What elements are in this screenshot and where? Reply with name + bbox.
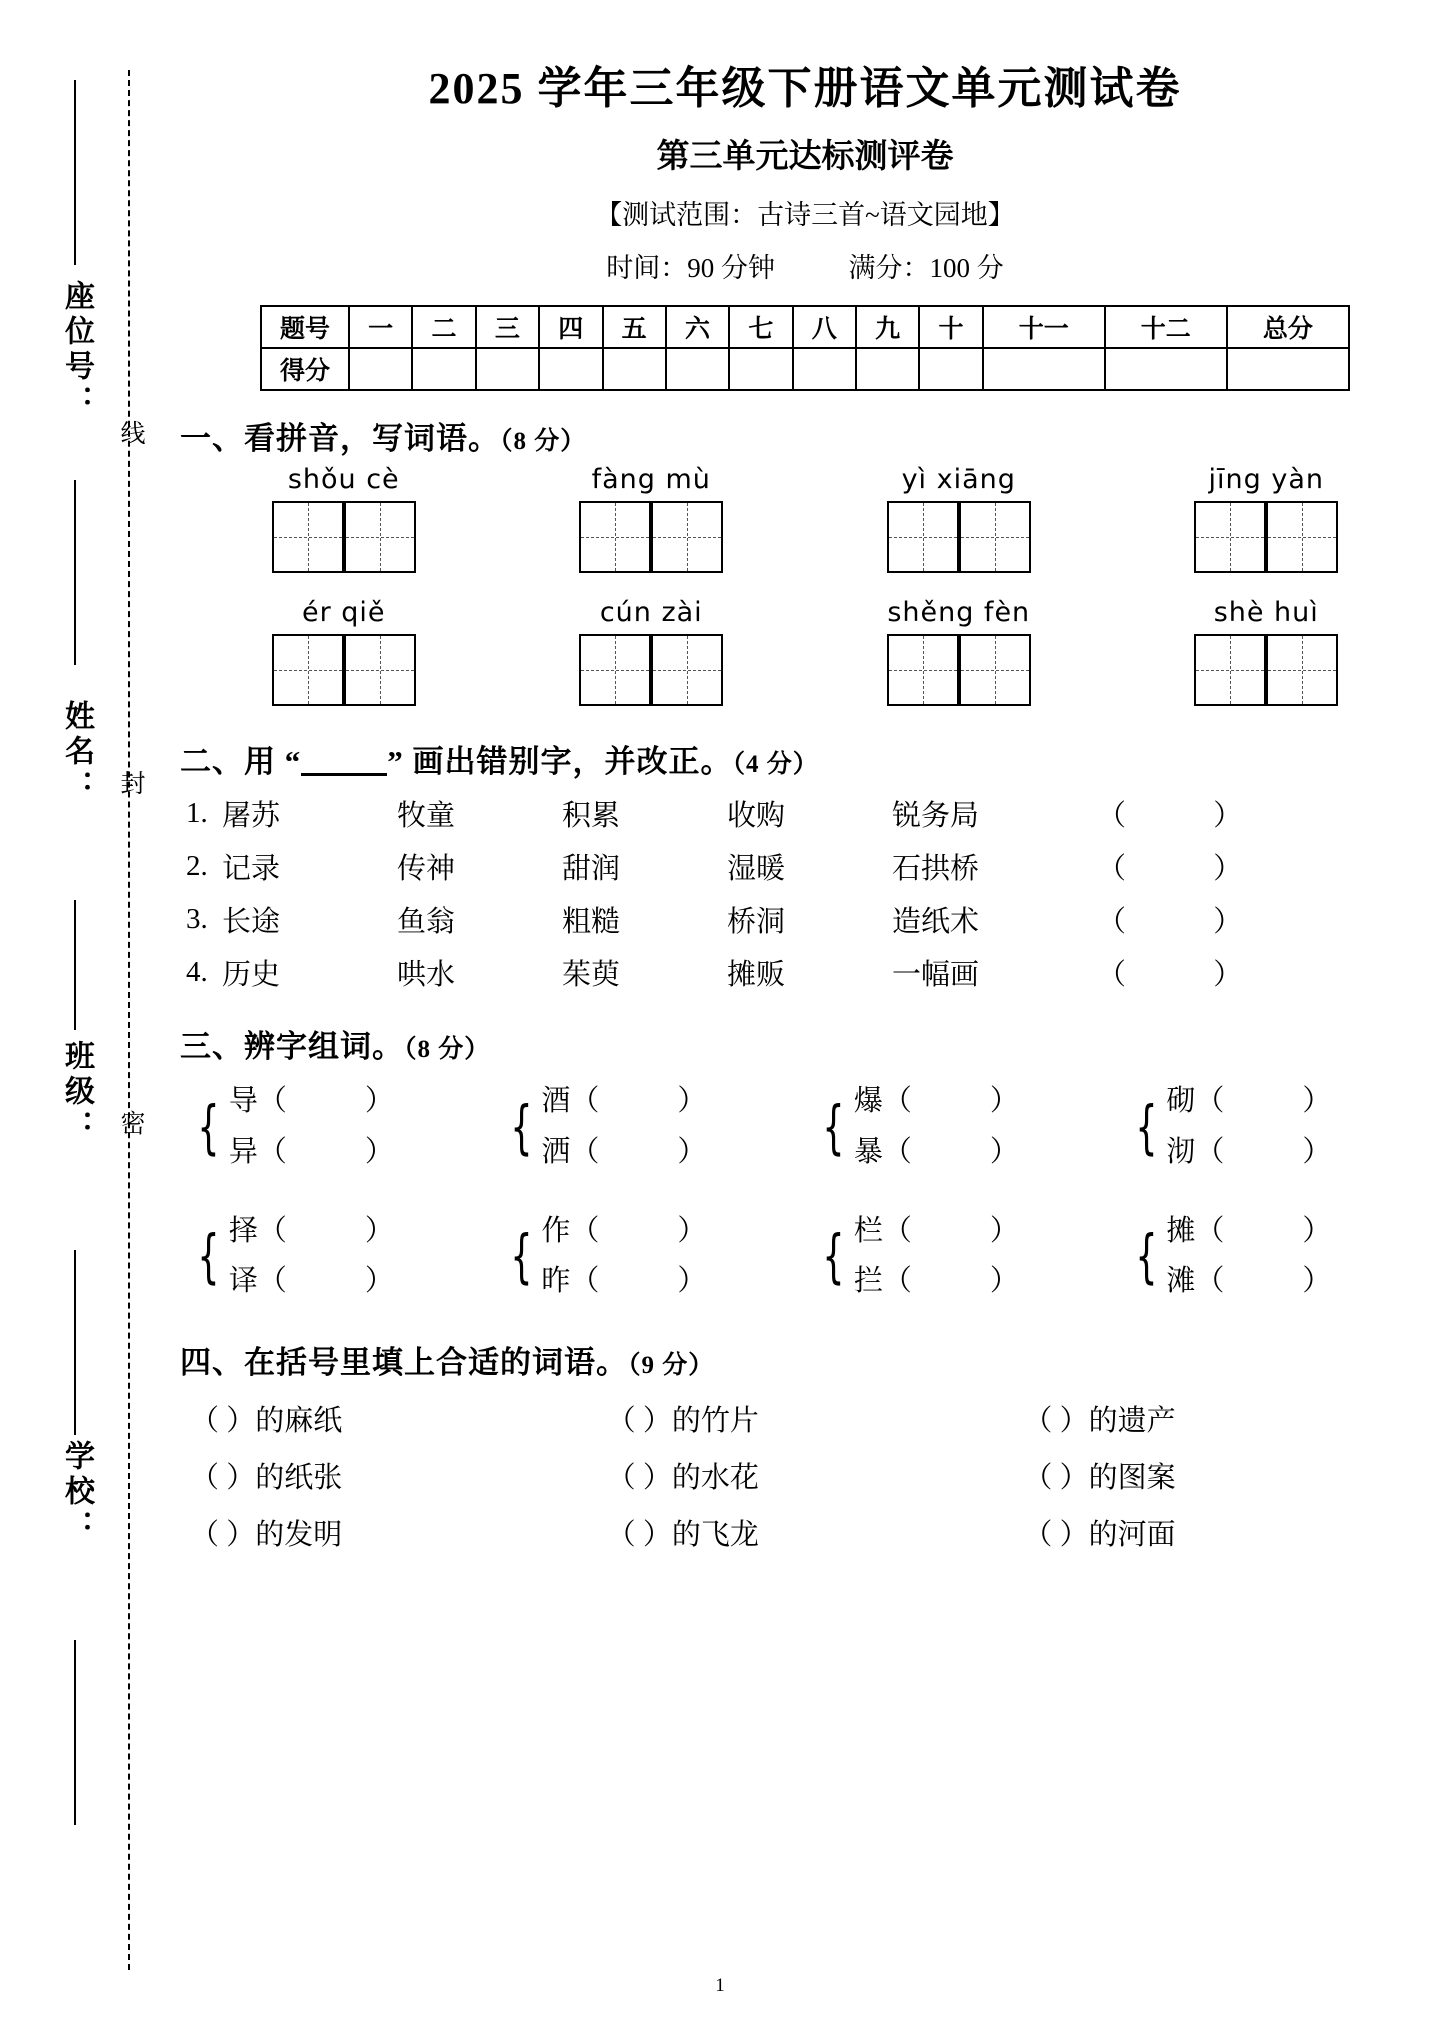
tianzige-pair[interactable] <box>272 634 416 706</box>
pinyin-item <box>190 597 498 706</box>
tianzige-pair[interactable] <box>1194 501 1338 573</box>
seal-rule-2 <box>74 480 76 665</box>
char-label: 异（ <box>228 1135 287 1168</box>
brace-icon: { <box>1134 1222 1158 1291</box>
brace-icon: { <box>822 1222 845 1291</box>
charpair-line[interactable] <box>854 1127 1019 1178</box>
char-label: 爆（ <box>853 1085 912 1117</box>
word[interactable]: 记录 <box>222 853 281 885</box>
score-cell-3[interactable] <box>476 348 539 390</box>
tianzige-cell[interactable] <box>959 634 1031 706</box>
heading-underline <box>301 773 387 776</box>
word[interactable]: 造纸术 <box>892 906 980 938</box>
score-table-label-number: 题号 <box>261 306 349 348</box>
page-title: 2025 学年三年级下册语文单元测试卷 <box>428 64 1182 113</box>
charpair-group <box>1128 1206 1440 1308</box>
seal-rule-3 <box>74 900 76 1030</box>
test-time-score <box>170 246 1440 285</box>
pinyin-item <box>498 464 806 573</box>
charpair-line[interactable] <box>541 1127 706 1178</box>
charpair-line[interactable] <box>229 1127 394 1178</box>
tianzige-cell[interactable] <box>344 634 416 706</box>
close-paren: ） <box>677 1135 707 1168</box>
answer-paren[interactable]: （ ） <box>1097 906 1283 938</box>
section-one-heading <box>180 413 1440 458</box>
section-one-title: 一、看拼音，写词语。 <box>180 421 500 456</box>
tianzige-pair[interactable] <box>887 634 1031 706</box>
row-number: 2. <box>186 850 208 882</box>
word[interactable]: 湿暖 <box>727 853 786 885</box>
char-label: 译（ <box>228 1265 287 1298</box>
close-paren: ） <box>364 1214 394 1247</box>
page-number: 1 <box>715 1975 725 1996</box>
tianzige-cell[interactable] <box>1194 634 1266 706</box>
section-two-points: （4 分） <box>732 751 819 778</box>
close-paren: ） <box>989 1085 1019 1117</box>
tianzige-cell[interactable] <box>1266 501 1338 573</box>
score-table-label-points: 得分 <box>261 348 349 390</box>
section-three-heading <box>180 1021 1440 1066</box>
fill-word-item[interactable]: （ ）的图案 <box>1023 1462 1176 1494</box>
fill-word-item[interactable]: （ ）的发明 <box>190 1519 343 1551</box>
brace-icon: { <box>509 1222 533 1291</box>
charpair-group <box>815 1206 1128 1308</box>
word[interactable]: 积累 <box>562 800 621 832</box>
section-three-points: （8 分） <box>404 1036 491 1063</box>
tianzige-cell[interactable] <box>887 501 959 573</box>
charpair-group <box>503 1076 816 1178</box>
section-four-title: 四、在括号里填上合适的词语。 <box>180 1345 628 1380</box>
word[interactable]: 甜润 <box>562 853 621 885</box>
pinyin-item <box>190 464 498 573</box>
pinyin-row-1 <box>170 464 1440 573</box>
charpair-row-2 <box>170 1206 1440 1308</box>
seal-label-name: 姓名： <box>60 700 93 805</box>
pinyin-text: ér qiě <box>301 597 386 628</box>
seal-word-mi: 密 <box>117 1110 144 1138</box>
score-cell-8[interactable] <box>793 348 856 390</box>
score-col-5: 五 <box>603 306 666 348</box>
section-two-title-post: ” 画出错别字，并改正。 <box>387 744 733 779</box>
word[interactable]: 桥洞 <box>727 906 786 938</box>
seal-label-class: 班级： <box>60 1040 93 1145</box>
tianzige-cell[interactable] <box>579 501 651 573</box>
pinyin-text: shè huì <box>1213 597 1319 628</box>
row-number: 4. <box>186 956 208 988</box>
char-label: 沏（ <box>1166 1135 1225 1168</box>
word[interactable]: 鱼翁 <box>397 906 456 938</box>
row-number: 1. <box>186 797 208 829</box>
charpair-group <box>190 1076 503 1178</box>
char-label: 择（ <box>228 1214 287 1247</box>
close-paren: ） <box>677 1085 707 1117</box>
word[interactable]: 牧童 <box>397 800 456 832</box>
word[interactable]: 哄水 <box>397 959 456 991</box>
fill-word-item[interactable]: （ ）的飞龙 <box>606 1519 759 1551</box>
answer-paren[interactable]: （ ） <box>1097 800 1283 832</box>
charpair-line[interactable] <box>229 1076 394 1127</box>
tianzige-pair[interactable] <box>272 501 416 573</box>
score-table-wrapper <box>260 305 1350 391</box>
char-label: 酒（ <box>541 1085 600 1117</box>
close-paren: ） <box>364 1085 394 1117</box>
score-col-11: 十一 <box>983 306 1105 348</box>
pinyin-text: fàng mù <box>591 464 711 495</box>
tianzige-pair[interactable] <box>579 634 723 706</box>
char-label: 摊（ <box>1166 1214 1225 1247</box>
close-paren: ） <box>677 1265 707 1298</box>
close-paren: ） <box>1302 1085 1332 1117</box>
tianzige-cell[interactable] <box>887 634 959 706</box>
fill-word-row <box>170 1455 1440 1496</box>
close-paren: ） <box>677 1214 707 1247</box>
row-number: 3. <box>186 903 208 935</box>
char-label: 滩（ <box>1166 1265 1225 1298</box>
word[interactable]: 收购 <box>727 800 786 832</box>
word[interactable]: 粗糙 <box>562 906 621 938</box>
charpair-line[interactable] <box>1166 1076 1331 1127</box>
tianzige-pair[interactable] <box>887 501 1031 573</box>
pinyin-text: jīng yàn <box>1208 464 1324 495</box>
wrongchar-row <box>170 793 1440 834</box>
score-cell-9[interactable] <box>856 348 919 390</box>
seal-dashed-line <box>128 70 130 1970</box>
test-full-score: 满分：100 分 <box>848 253 1004 283</box>
score-col-9: 九 <box>856 306 919 348</box>
score-col-10: 十 <box>919 306 982 348</box>
score-cell-1[interactable] <box>349 348 412 390</box>
brace-icon: { <box>822 1092 845 1161</box>
tianzige-cell[interactable] <box>272 634 344 706</box>
seal-rule-1 <box>74 80 76 265</box>
wrongchar-row <box>170 899 1440 940</box>
brace-icon: { <box>197 1092 220 1161</box>
section-two-heading <box>180 736 1440 781</box>
test-scope: 【测试范围：古诗三首~语文园地】 <box>595 200 1015 230</box>
brace-icon: { <box>197 1222 220 1291</box>
score-cell-11[interactable] <box>983 348 1105 390</box>
word[interactable]: 锐务局 <box>892 800 980 832</box>
score-col-3: 三 <box>476 306 539 348</box>
answer-paren[interactable]: （ ） <box>1097 959 1283 991</box>
pinyin-row-2 <box>170 597 1440 706</box>
char-label: 作（ <box>541 1214 600 1247</box>
fill-word-row <box>170 1512 1440 1553</box>
score-col-6: 六 <box>666 306 729 348</box>
seal-word-feng: 封 <box>117 770 144 798</box>
pinyin-text: shǒu cè <box>287 464 400 495</box>
char-label: 昨（ <box>541 1265 600 1298</box>
score-cell-10[interactable] <box>919 348 982 390</box>
charpair-line[interactable] <box>229 1206 394 1257</box>
tianzige-cell[interactable] <box>959 501 1031 573</box>
tianzige-cell[interactable] <box>579 634 651 706</box>
seal-rule-5 <box>74 1640 76 1825</box>
charpair-row-1 <box>170 1076 1440 1178</box>
pinyin-text: shěng fèn <box>887 597 1031 628</box>
tianzige-cell[interactable] <box>651 501 723 573</box>
seal-label-seat: 座位号： <box>60 280 93 420</box>
tianzige-pair[interactable] <box>579 501 723 573</box>
char-label: 砌（ <box>1166 1085 1225 1117</box>
charpair-group <box>503 1206 816 1308</box>
score-table-row-points <box>261 348 1349 390</box>
pinyin-item <box>805 464 1113 573</box>
brace-icon: { <box>1134 1092 1158 1161</box>
charpair-line[interactable] <box>541 1256 706 1307</box>
char-label: 栏（ <box>853 1214 912 1247</box>
close-paren: ） <box>1302 1265 1332 1298</box>
score-cell-7[interactable] <box>729 348 792 390</box>
fill-word-item[interactable]: （ ）的河面 <box>1023 1519 1176 1551</box>
char-label: 拦（ <box>853 1265 912 1298</box>
score-col-7: 七 <box>729 306 792 348</box>
char-label: 洒（ <box>541 1135 600 1168</box>
charpair-line[interactable] <box>541 1076 706 1127</box>
answer-paren[interactable]: （ ） <box>1097 853 1283 885</box>
charpair-line[interactable] <box>541 1206 706 1257</box>
seal-margin-strip <box>0 0 170 2037</box>
word[interactable]: 长途 <box>222 906 281 938</box>
score-cell-2[interactable] <box>412 348 475 390</box>
tianzige-cell[interactable] <box>1266 634 1338 706</box>
score-col-12: 十二 <box>1105 306 1227 348</box>
wrongchar-row <box>170 846 1440 887</box>
score-col-2: 二 <box>412 306 475 348</box>
section-four-points: （9 分） <box>628 1352 715 1379</box>
charpair-line[interactable] <box>229 1256 394 1307</box>
score-cell-5[interactable] <box>603 348 666 390</box>
word[interactable]: 历史 <box>222 959 281 991</box>
score-cell-6[interactable] <box>666 348 729 390</box>
fill-word-row <box>170 1398 1440 1439</box>
close-paren: ） <box>989 1265 1019 1298</box>
score-cell-total[interactable] <box>1227 348 1349 390</box>
section-two-title-pre: 二、用 “ <box>180 744 302 779</box>
word[interactable]: 石拱桥 <box>892 853 980 885</box>
word[interactable]: 摊贩 <box>727 959 786 991</box>
score-col-1: 一 <box>349 306 412 348</box>
tianzige-pair[interactable] <box>1194 634 1338 706</box>
pinyin-text: yì xiāng <box>901 464 1016 495</box>
seal-label-school: 学校： <box>60 1440 93 1545</box>
char-label: 暴（ <box>853 1135 912 1168</box>
charpair-line[interactable] <box>854 1206 1019 1257</box>
document-body <box>170 0 1440 1553</box>
wrongchar-row <box>170 952 1440 993</box>
pinyin-item <box>1113 597 1421 706</box>
tianzige-cell[interactable] <box>272 501 344 573</box>
fill-word-item[interactable]: （ ）的麻纸 <box>190 1405 343 1437</box>
charpair-group <box>1128 1076 1440 1178</box>
charpair-group <box>815 1076 1128 1178</box>
score-table-row-header <box>261 306 1349 348</box>
fill-word-item[interactable]: （ ）的遗产 <box>1023 1405 1176 1437</box>
pinyin-item <box>805 597 1113 706</box>
close-paren: ） <box>989 1135 1019 1168</box>
fill-word-item[interactable]: （ ）的竹片 <box>606 1405 759 1437</box>
seal-rule-4 <box>74 1250 76 1435</box>
score-cell-4[interactable] <box>539 348 602 390</box>
page-subtitle: 第三单元达标测评卷 <box>656 139 954 175</box>
tianzige-cell[interactable] <box>344 501 416 573</box>
close-paren: ） <box>1302 1135 1332 1168</box>
char-label: 导（ <box>228 1085 287 1117</box>
charpair-line[interactable] <box>1166 1206 1331 1257</box>
brace-icon: { <box>509 1092 533 1161</box>
word[interactable]: 传神 <box>397 853 456 885</box>
word[interactable]: 屠苏 <box>222 800 281 832</box>
test-duration: 时间：90 分钟 <box>606 253 775 283</box>
score-col-total: 总分 <box>1227 306 1349 348</box>
close-paren: ） <box>989 1214 1019 1247</box>
pinyin-text: cún zài <box>599 597 703 628</box>
close-paren: ） <box>1302 1214 1332 1247</box>
section-four-heading <box>180 1337 1440 1382</box>
tianzige-cell[interactable] <box>1194 501 1266 573</box>
score-table <box>260 305 1350 391</box>
section-three-title: 三、辨字组词。 <box>180 1029 404 1064</box>
word[interactable]: 茱萸 <box>562 959 621 991</box>
charpair-group <box>190 1206 503 1308</box>
pinyin-item <box>1113 464 1421 573</box>
close-paren: ） <box>364 1135 394 1168</box>
charpair-line[interactable] <box>854 1256 1019 1307</box>
seal-word-xian: 线 <box>117 420 144 448</box>
section-one-points: （8 分） <box>500 428 587 455</box>
score-cell-12[interactable] <box>1105 348 1227 390</box>
score-col-8: 八 <box>793 306 856 348</box>
fill-word-item[interactable]: （ ）的纸张 <box>190 1462 343 1494</box>
fill-word-item[interactable]: （ ）的水花 <box>606 1462 759 1494</box>
charpair-line[interactable] <box>1166 1127 1331 1178</box>
score-col-4: 四 <box>539 306 602 348</box>
charpair-line[interactable] <box>1166 1256 1331 1307</box>
word[interactable]: 一幅画 <box>892 959 980 991</box>
close-paren: ） <box>364 1265 394 1298</box>
tianzige-cell[interactable] <box>651 634 723 706</box>
pinyin-item <box>498 597 806 706</box>
charpair-line[interactable] <box>854 1076 1019 1127</box>
